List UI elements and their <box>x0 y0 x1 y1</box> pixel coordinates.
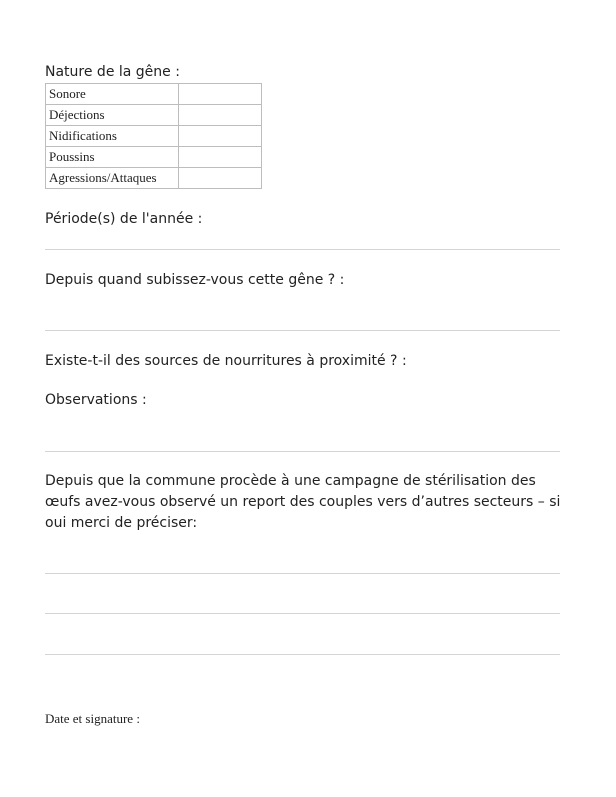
gene-value-sonore[interactable] <box>179 84 262 105</box>
periode-answer-line[interactable] <box>45 249 560 250</box>
gene-item-poussins: Poussins <box>46 147 179 168</box>
report-question: Depuis que la commune procède à une campagne de stérilisation des œufs avez-vous observé un report des couples vers d’autres secteurs – si oui merci de préciser: <box>45 473 561 531</box>
observations-label: Observations : <box>45 392 147 408</box>
gene-item-agressions: Agressions/Attaques <box>46 168 179 189</box>
report-answer-line-1[interactable] <box>45 573 560 574</box>
gene-value-poussins[interactable] <box>179 147 262 168</box>
report-answer-line-2[interactable] <box>45 613 560 614</box>
nature-gene-table <box>45 83 262 189</box>
nourriture-label: Existe-t-il des sources de nourritures à proximité ? : <box>45 353 407 369</box>
date-signature-label: Date et signature : <box>45 711 140 726</box>
report-answer-line-3[interactable] <box>45 654 560 655</box>
gene-item-dejections: Déjections <box>46 105 179 126</box>
table-row <box>46 147 262 168</box>
nature-gene-label: Nature de la gêne : <box>45 64 180 80</box>
table-row <box>46 105 262 126</box>
depuis-answer-line[interactable] <box>45 330 560 331</box>
table-row <box>46 84 262 105</box>
observations-answer-line[interactable] <box>45 451 560 452</box>
periode-label: Période(s) de l'année : <box>45 211 203 227</box>
gene-value-agressions[interactable] <box>179 168 262 189</box>
gene-value-nidifications[interactable] <box>179 126 262 147</box>
depuis-label: Depuis quand subissez-vous cette gêne ? : <box>45 272 345 288</box>
gene-item-sonore: Sonore <box>46 84 179 105</box>
table-row <box>46 168 262 189</box>
table-row <box>46 126 262 147</box>
gene-value-dejections[interactable] <box>179 105 262 126</box>
gene-item-nidifications: Nidifications <box>46 126 179 147</box>
